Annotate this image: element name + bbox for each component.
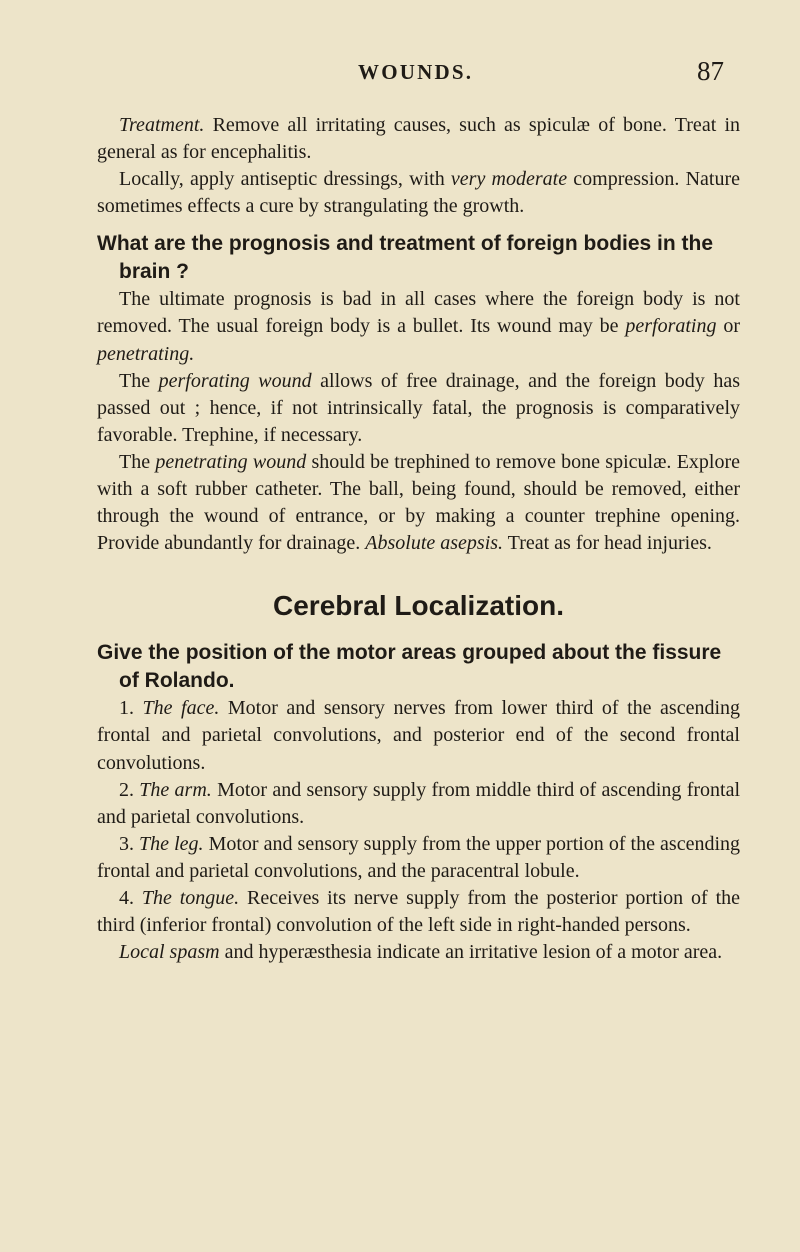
local-spasm-term: Local spasm: [119, 941, 220, 964]
motor-areas-question: Give the position of the motor areas grouped about the fissure of Rolando.: [97, 641, 722, 693]
perforating-term: perforating: [625, 315, 717, 338]
list-item: [97, 777, 740, 831]
penetrating-text-c: Treat as for head injuries.: [503, 532, 712, 555]
treatment-paragraph: [97, 112, 740, 166]
penetrating-text-b: should be trephined to remove bone spiculæ. Explore with a soft rubber catheter. The ball, being found, should be removed, either through the wound of entrance, or by making a counter trephine opening. Provide abundantly for drainage.: [97, 450, 741, 555]
penetrating-text-a: The: [119, 450, 156, 473]
page-number: 87: [697, 56, 724, 86]
page-body: [97, 112, 740, 966]
running-head: [0, 56, 800, 90]
perforating-text-b: allows of free drainage, and the foreign body has passed out ; hence, if not intrinsically fatal, the prognosis is comparatively favorable. Trephine, if necessary.: [97, 369, 741, 446]
list-item: [97, 831, 740, 885]
item-text: Motor and sensory nerves from lower third of the ascending frontal and parietal convolutions, and posterior end of the second frontal convolutions.: [97, 697, 741, 774]
item-number: 4.: [119, 886, 134, 909]
item-text: Motor and sensory supply from the upper portion of the ascending frontal and parietal convolutions, and the paracentral lobule.: [97, 832, 740, 882]
local-dressing-paragraph: [97, 166, 740, 220]
penetrating-wound-term: penetrating wound: [155, 450, 307, 473]
foreign-bodies-question: What are the prognosis and treatment of foreign bodies in the brain ?: [97, 232, 714, 284]
list-item: [97, 695, 740, 776]
penetrating-term: penetrating.: [97, 342, 195, 365]
item-number: 2.: [119, 778, 134, 801]
section-heading: Cerebral Localization.: [273, 590, 564, 622]
irritative-lesion-paragraph: [97, 939, 740, 966]
item-lead: The face.: [142, 697, 220, 720]
perforating-text-a: The: [119, 369, 159, 392]
list-item: [97, 885, 740, 939]
perforating-wound-term: perforating wound: [158, 369, 312, 392]
running-title: WOUNDS.: [358, 60, 474, 84]
item-number: 3.: [119, 832, 134, 855]
item-text: Motor and sensory supply from middle third of ascending frontal and parietal convolutions.: [97, 778, 741, 828]
local-dressing-text-a: Locally, apply antiseptic dressings, with: [119, 168, 451, 191]
item-number: 1.: [119, 697, 134, 720]
prognosis-text-b: or: [716, 315, 740, 338]
prognosis-paragraph: [97, 286, 740, 367]
perforating-wound-paragraph: [97, 368, 740, 449]
local-dressing-text-b: compression. Nature sometimes effects a cure by strangulating the growth.: [97, 168, 741, 218]
item-lead: The arm.: [139, 778, 212, 801]
prognosis-text-a: The ultimate prognosis is bad in all cases where the foreign body is not removed. The usual foreign body is a bullet. Its wound may be: [97, 288, 740, 338]
irritative-lesion-text: and hyperæsthesia indicate an irritative lesion of a motor area.: [219, 941, 723, 964]
item-lead: The leg.: [139, 832, 204, 855]
item-text: Receives its nerve supply from the posterior portion of the third (inferior frontal) convolution of the left side in right-handed persons.: [97, 886, 741, 937]
item-lead: The tongue.: [141, 886, 240, 909]
asepsis-term: Absolute asepsis.: [365, 532, 504, 555]
treatment-lead: Treatment.: [119, 114, 205, 136]
local-dressing-emphasis: very moderate: [450, 168, 568, 191]
penetrating-wound-paragraph: [97, 449, 740, 557]
treatment-text: Remove all irritating causes, such as spiculæ of bone. Treat in general as for encephalitis.: [97, 114, 740, 164]
